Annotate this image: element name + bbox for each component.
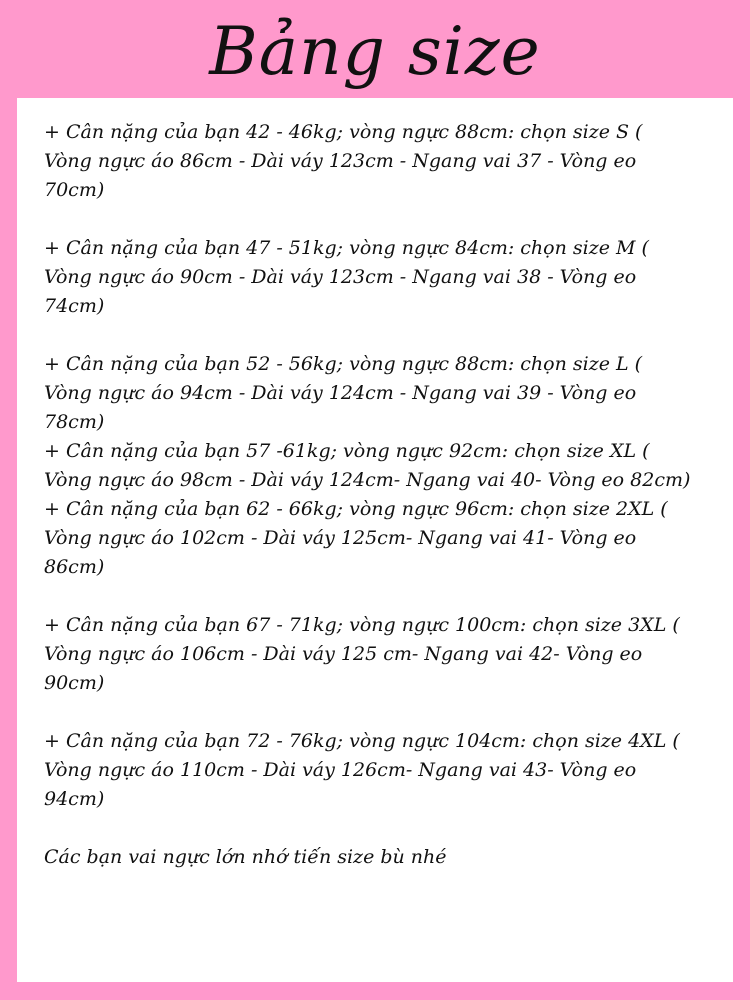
size-note: Các bạn vai ngực lớn nhớ tiến size bù nhé	[44, 846, 447, 868]
page-title: Bảng size	[209, 13, 541, 90]
size-item-4xl: + Cân nặng của bạn 72 - 76kg; vòng ngực 104cm: chọn size 4XL ( Vòng ngực áo 110cm - Dài váy 126cm- Ngang vai 43- Vòng eo 94cm)	[44, 730, 680, 810]
spacer	[44, 321, 694, 350]
spacer	[44, 698, 694, 727]
size-item-3xl: + Cân nặng của bạn 67 - 71kg; vòng ngực 100cm: chọn size 3XL ( Vòng ngực áo 106cm - Dài váy 125 cm- Ngang vai 42- Vòng eo 90cm)	[44, 614, 680, 694]
size-chart-content	[44, 118, 694, 872]
size-item-m: + Cân nặng của bạn 47 - 51kg; vòng ngực 84cm: chọn size M ( Vòng ngực áo 90cm - Dài váy 123cm - Ngang vai 38 - Vòng eo 74cm)	[44, 237, 649, 317]
spacer	[44, 205, 694, 234]
size-item-2xl: + Cân nặng của bạn 62 - 66kg; vòng ngực 96cm: chọn size 2XL ( Vòng ngực áo 102cm - Dài váy 125cm- Ngang vai 41- Vòng eo 86cm)	[44, 498, 668, 578]
size-item-l: + Cân nặng của bạn 52 - 56kg; vòng ngực 88cm: chọn size L ( Vòng ngực áo 94cm - Dài váy 124cm - Ngang vai 39 - Vòng eo 78cm)	[44, 353, 643, 433]
spacer	[44, 582, 694, 611]
size-chart-panel	[17, 98, 733, 982]
size-item-s: + Cân nặng của bạn 42 - 46kg; vòng ngực 88cm: chọn size S ( Vòng ngực áo 86cm - Dài váy 123cm - Ngang vai 37 - Vòng eo 70cm)	[44, 121, 643, 201]
size-item-xl: + Cân nặng của bạn 57 -61kg; vòng ngực 92cm: chọn size XL ( Vòng ngực áo 98cm - Dài váy 124cm- Ngang vai 40- Vòng eo 82cm)	[44, 440, 691, 491]
